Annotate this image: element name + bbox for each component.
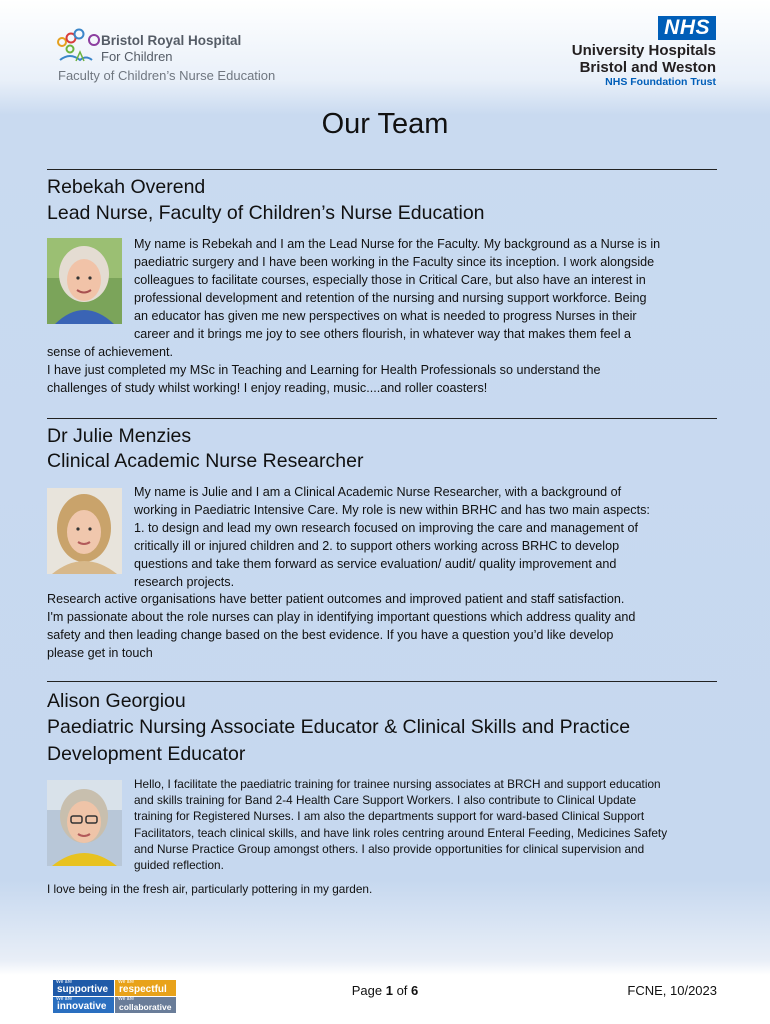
nhs-trust-logo [526,16,716,94]
bio-line: critically ill or injured children and 2. to support others working across BRHC to develop [134,539,620,554]
bio-line: and skills training for Band 2-4 Health Care Support Workers. I also contribute to Clinical Update [134,793,637,808]
brhc-logo [56,28,296,88]
hospital-name: Bristol Royal Hospital [101,33,242,48]
bio-line: Hello, I facilitate the paediatric training for trainee nursing associates at BRCH and support education [134,777,661,791]
bio-line: professional development and retention of the nursing and nursing support workforce. Being [134,291,647,306]
member-role [47,714,630,768]
bio-line: 1. to design and lead my own research focused on improving the care and management of [134,521,639,536]
bio-line: please get in touch [47,646,153,661]
member-bio-full [47,590,737,662]
bio-line: Research active organisations have better patient outcomes and improved patient and staff satisfaction. [47,592,625,606]
bio-line: sense of achievement. [47,345,174,359]
trust-type: NHS Foundation Trust [605,76,716,88]
member-bio-wrapped [134,235,724,344]
value-respectful: We are respectful [115,980,176,996]
value-innovative: We are innovative [53,997,114,1013]
member-name: Dr Julie Menzies [47,425,192,447]
member-name: Rebekah Overend [47,176,206,198]
balloons-logo-icon [56,28,100,64]
bio-line: My name is Julie and I am a Clinical Academic Nurse Researcher, with a background of [134,485,622,499]
bio-line: safety and then leading change based on the best evidence. If you have a question you’d like develop [47,628,614,643]
member-photo [47,780,122,866]
member-name: Alison Georgiou [47,690,186,712]
member-bio-full [47,343,727,397]
page-title: Our Team [321,108,449,140]
role-line: Development Educator [47,743,246,765]
page-header [0,0,770,100]
hospital-subtitle: For Children [101,49,173,64]
value-collaborative: We are collaborative [115,997,176,1013]
faculty-name: Faculty of Children’s Nurse Education [58,68,276,83]
role-line: Paediatric Nursing Associate Educator & Clinical Skills and Practice [47,716,631,738]
bio-line: working in Paediatric Intensive Care. My role is new within BRHC and has two main aspects: [134,503,650,518]
member-bio-full [47,881,727,897]
bio-line: guided reflection. [134,858,224,873]
bio-line: paediatric surgery and I have been working in the Faculty since its inception. I work alongside [134,255,655,270]
bio-line: and Nurse Practice Group amongst others. I also provide opportunities for clinical supervision and [134,841,645,856]
nhs-badge: NHS [658,16,716,40]
bio-line: I'm passionate about the role nurses can play in identifying important questions which address quality and [47,610,636,625]
value-supportive: We are supportive [53,980,114,996]
bio-line: My name is Rebekah and I am the Lead Nurse for the Faculty. My background as a Nurse is in [134,237,661,251]
bio-line: colleagues to facilitate courses, especially those in Critical Care, but also have an interest in [134,273,646,288]
page-number: Page 1 of 6 [351,983,419,998]
section-divider [47,418,717,419]
bio-line: an educator has given me new perspectives on what is needed to progress Nurses in their [134,309,637,324]
document-code: FCNE, 10/2023 [627,983,717,998]
member-photo [47,488,122,574]
member-role: Lead Nurse, Faculty of Children’s Nurse Education [47,202,485,224]
bio-line: I have just completed my MSc in Teaching and Learning for Health Professionals so understand the [47,363,601,378]
member-photo [47,238,122,324]
trust-name-line1: University Hospitals [571,42,716,59]
section-divider [47,681,717,682]
member-bio-wrapped [134,483,724,592]
bio-line: questions and take them forward as service evaluation/ audit/ quality improvement and [134,557,617,572]
trust-name-line2: Bristol and Weston [579,59,716,76]
bio-line: challenges of study whilst working! I enjoy reading, music....and roller coasters! [47,381,488,396]
section-divider [47,169,717,170]
bio-line: training for Registered Nurses. I am also the departments support for ward-based Clinical Support [134,809,645,824]
member-bio-wrapped [134,776,734,873]
bio-line: Facilitators, teach clinical skills, and have link roles centring around Enteral Feeding, Medicines Safety [134,825,668,840]
bio-line: career and it brings me joy to see others flourish, in whatever way that makes them feel a [134,327,631,342]
member-role: Clinical Academic Nurse Researcher [47,450,364,472]
bio-line: research projects. [134,575,235,590]
bio-line: I love being in the fresh air, particularly pottering in my garden. [47,882,373,896]
